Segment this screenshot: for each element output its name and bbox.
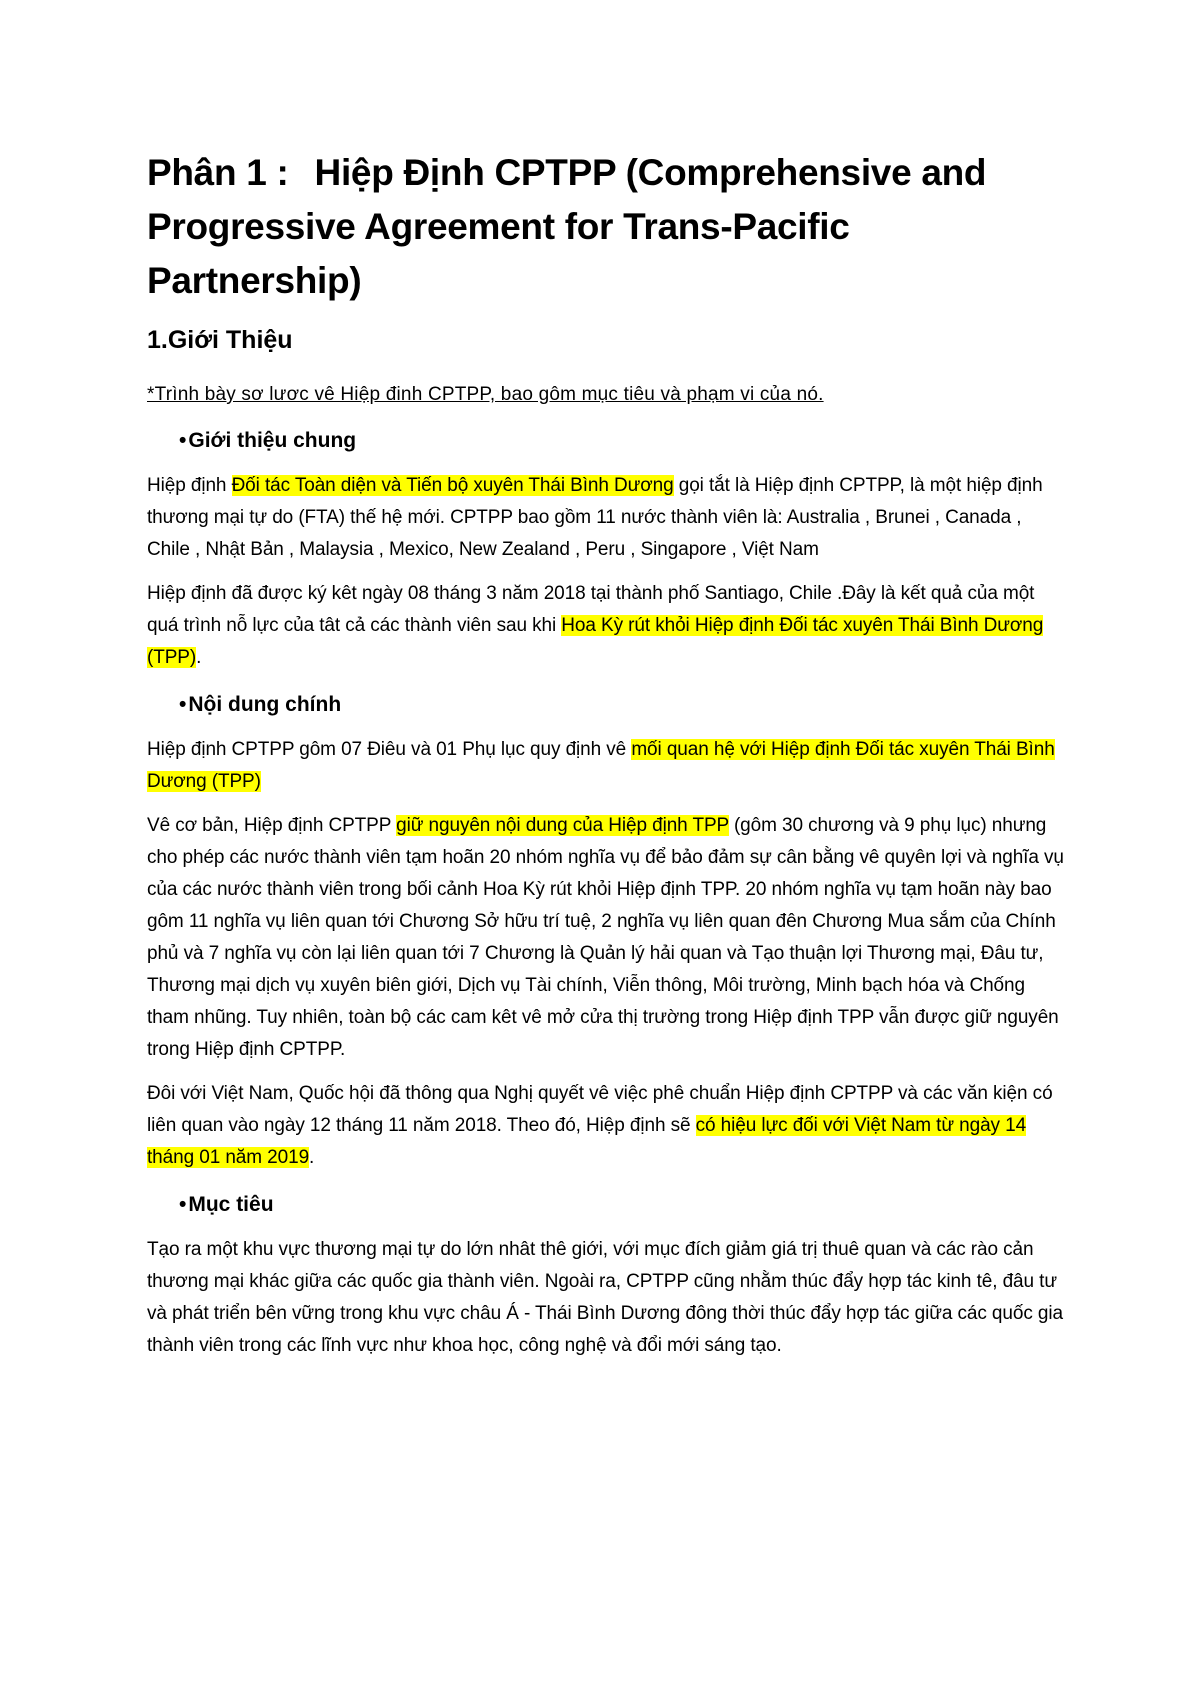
subheading-gioi-thieu-chung	[179, 424, 1067, 458]
bullet-icon: •	[179, 429, 187, 452]
text-run: (gôm 30 chương và 9 phụ lục) nhưng cho phép các nước thành viên tạm hoãn 20 nhóm nghĩa vụ để bảo đảm sự cân bằng vê quyên lợi và nghĩa vụ của các nước thành viên trong bối cảnh Hoa Kỳ rút khỏi Hiệp định TPP. 20 nhóm nghĩa vụ tạm hoãn này bao gôm 11 nghĩa vụ liên quan tới Chương Sở hữu trí tuệ, 2 nghĩa vụ liên quan đên Chương Mua sắm của Chính phủ và 7 nghĩa vụ còn lại liên quan tới 7 Chương là Quản lý hải quan và Tạo thuận lợi Thương mại, Đâu tư, Thương mại dịch vụ xuyên biên giới, Dịch vụ Tài chính, Viễn thông, Môi trường, Minh bạch hóa và Chống tham nhũng. Tuy nhiên, toàn bộ các cam kêt vê mở cửa thị trường trong Hiệp định TPP vẫn được giữ nguyên trong Hiệp định CPTPP.	[147, 815, 1064, 1060]
paragraph	[147, 1078, 1067, 1174]
subheading-text: Giới thiệu chung	[188, 429, 357, 452]
paragraph	[147, 470, 1067, 566]
text-run: Hiệp định	[147, 475, 232, 496]
paragraph: Tạo ra một khu vực thương mại tự do lớn nhât thê giới, với mục đích giảm giá trị thuê quan và các rào cản thương mại khác giữa các quốc gia thành viên. Ngoài ra, CPTPP cũng nhằm thúc đẩy hợp tác kinh tê, đâu tư và phát triển bên vững trong khu vực châu Á - Thái Bình Dương đông thời thúc đẩy hợp tác giữa các quốc gia thành viên trong các lĩnh vực như khoa học, công nghệ và đổi mới sáng tạo.	[147, 1239, 1063, 1356]
title-part-label: Phân 1 :	[147, 152, 289, 193]
subheading-noi-dung-chinh	[179, 688, 1067, 722]
text-run: gọi tắt là Hiệp định CPTPP, là một hiệp định thương mại tự do (FTA) thế hệ mới. CPTPP bao gồm 11 nước thành viên là: Australia , Brunei , Canada , Chile , Nhật Bản , Malaysia , Mexico, New Zealand , Peru , Singapore , Việt Nam	[147, 475, 1043, 560]
bullet-icon: •	[179, 693, 187, 716]
subheading-text: Nội dung chính	[188, 693, 342, 716]
highlighted-text: Đối tác Toàn diện và Tiến bộ xuyên Thái Bình Dương	[231, 475, 674, 496]
text-run: .	[196, 647, 202, 668]
paragraph	[147, 734, 1067, 798]
bullet-icon: •	[179, 1193, 187, 1216]
subheading-text: Mục tiêu	[188, 1193, 274, 1216]
subheading-muc-tieu	[179, 1188, 1067, 1222]
paragraph	[147, 810, 1067, 1066]
document-title	[147, 146, 1067, 308]
highlighted-text: giữ nguyên nội dung của Hiệp định TPP	[396, 815, 729, 836]
text-run: Vê cơ bản, Hiệp định CPTPP	[147, 815, 397, 836]
document-body	[147, 146, 1067, 1362]
highlighted-text: Hoa Kỳ rút khỏi Hiệp định Đối tác xuyên Thái Bình Dương (TPP)	[147, 615, 1044, 668]
text-run: Hiệp định đã được ký kêt ngày 08 tháng 3 năm 2018 tại thành phố Santiago, Chile .Đây là kết quả của một quá trình nỗ lực của tât cả các thành viên sau khi	[147, 583, 1035, 636]
title-text: Hiệp Định CPTPP (Comprehensive and Progressive Agreement for Trans-Pacific Partnership)	[147, 152, 987, 301]
text-run: .	[309, 1147, 315, 1168]
text-run: Hiệp định CPTPP gôm 07 Điêu và 01 Phụ lục quy định vê	[147, 739, 632, 760]
paragraph	[147, 578, 1067, 674]
highlighted-text: mối quan hệ với Hiệp định Đối tác xuyên Thái Bình Dương (TPP)	[147, 739, 1055, 792]
highlighted-text: có hiệu lực đối với Việt Nam từ ngày 14 tháng 01 năm 2019	[147, 1115, 1027, 1168]
intro-line: *Trình bày sơ lươc vê Hiệp đinh CPTPP, bao gôm mục tiêu và phạm vi của nó.	[147, 384, 824, 405]
section-heading: 1.Giới Thiệu	[147, 326, 293, 354]
text-run: Đôi với Việt Nam, Quốc hội đã thông qua Nghị quyết vê việc phê chuẩn Hiệp định CPTPP và các văn kiện có liên quan vào ngày 12 tháng 11 năm 2018. Theo đó, Hiệp định sẽ	[147, 1083, 1053, 1136]
